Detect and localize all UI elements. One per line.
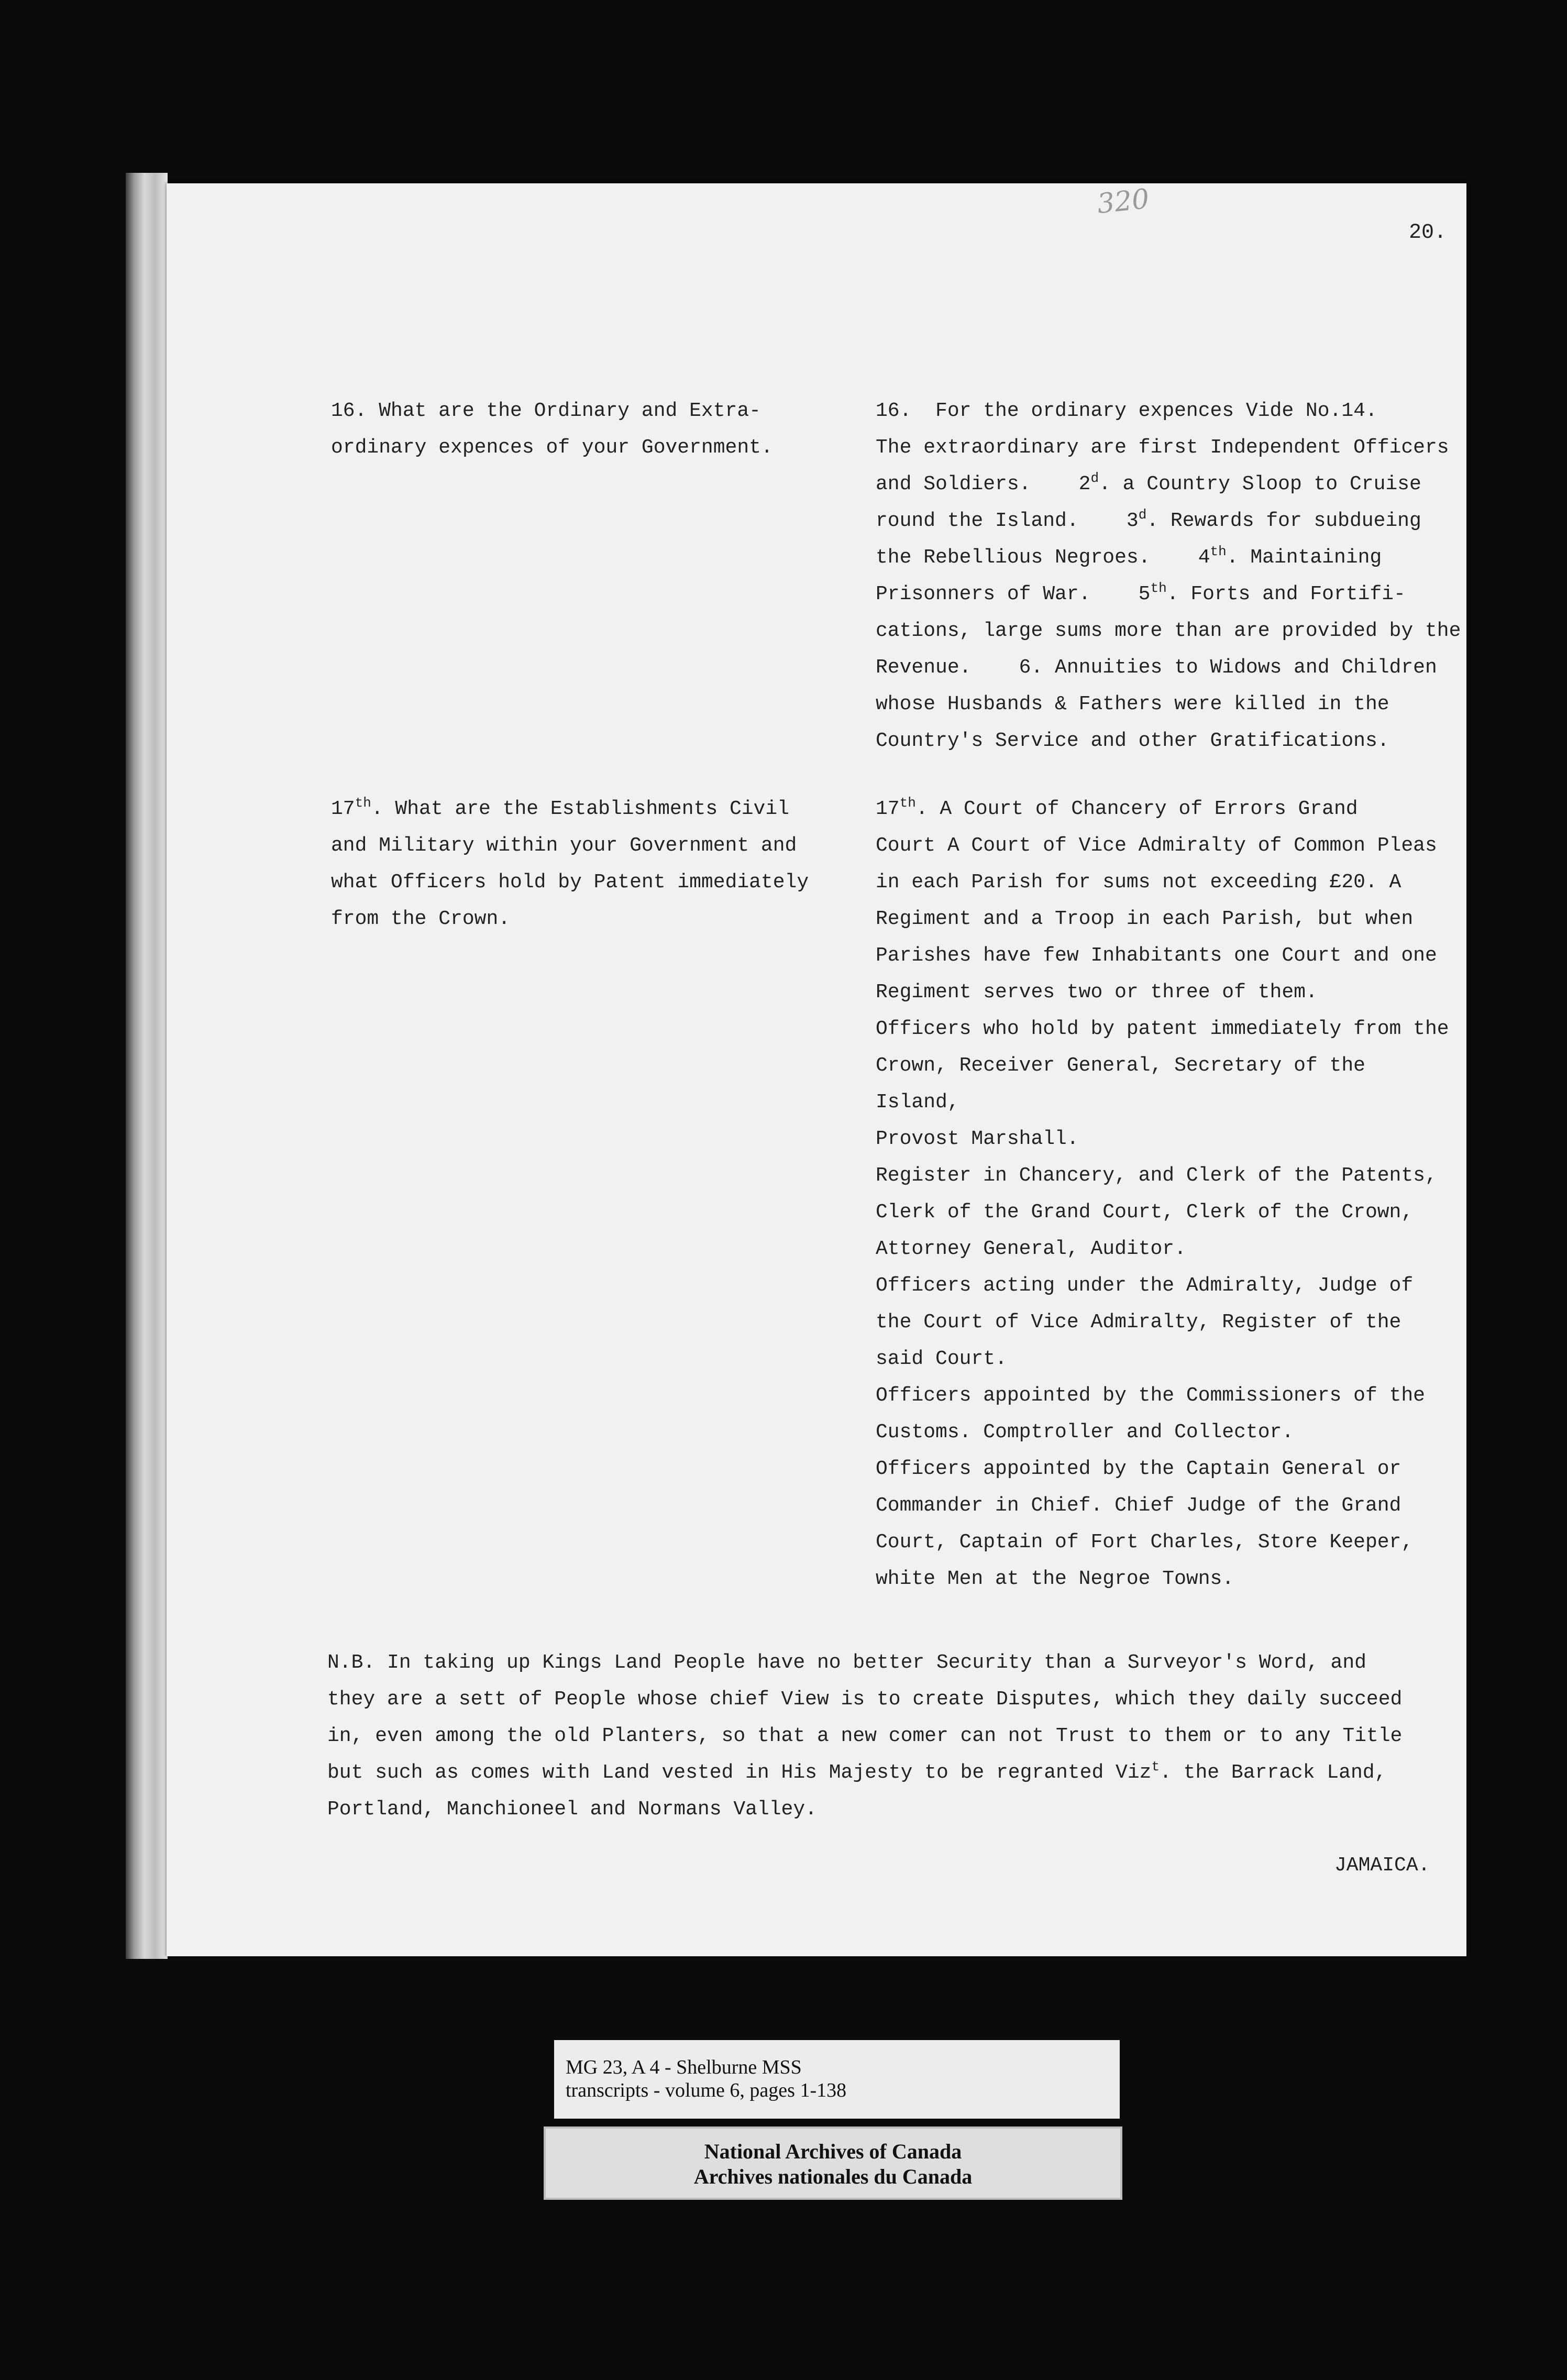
answer-line: and Soldiers. 2$^d$. a Country Sloop to Cruise (876, 470, 1421, 495)
answer-line: round the Island. 3$^d$. Rewards for subdueing (876, 507, 1421, 532)
answer-16 (876, 393, 1461, 759)
answer-line: Prisonners of War. 5th. Forts and Fortifi- (876, 580, 1406, 605)
page-number: 20. (1409, 221, 1447, 245)
binding-edge (126, 173, 168, 1959)
answer-line: cations, large sums more than are provided by the (876, 620, 1461, 642)
answer-line: whose Husbands & Fathers were killed in the (876, 693, 1389, 715)
nb-line: but such as comes with Land vested in His Majesty to be regranted Viz$^t$. the Barrack Land, (327, 1759, 1387, 1784)
nb-line: in, even among the old Planters, so that a new comer can not Trust to them or to any Title (327, 1725, 1403, 1747)
collection-line: transcripts - volume 6, pages 1-138 (566, 2079, 847, 2101)
answer-line: The extraordinary are first Independent Officers (876, 436, 1449, 459)
collection-label (554, 2040, 1120, 2119)
answer-line: 16. For the ordinary expences Vide No.14. (876, 400, 1377, 422)
archive-label (544, 2126, 1122, 2200)
nb-line: N.B. In taking up Kings Land People have no better Security than a Surveyor's Word, and (327, 1651, 1366, 1674)
footer-jamaica: JAMAICA. (1334, 1854, 1430, 1877)
answer-line: the Rebellious Negroes. 4th. Maintaining (876, 544, 1382, 569)
archive-name-en: National Archives of Canada (704, 2140, 962, 2163)
nb-line: they are a sett of People whose chief View is to create Disputes, which they daily succeed (327, 1688, 1403, 1711)
question-16: 16. What are the Ordinary and Extra- ordinary expences of your Government. (331, 400, 773, 459)
collection-line: MG 23, A 4 - Shelburne MSS (566, 2056, 802, 2078)
archive-name-fr: Archives nationales du Canada (693, 2165, 973, 2188)
document-page (167, 183, 1466, 1956)
answer-17: 17th. A Court of Chancery of Errors Grand Court A Court of Vice Admiralty of Common Pleas in each Parish for sums not exceeding £20. A Regiment and a Troop in each Parish, but when Parishes have few Inhabitants one Court and one Regiment serves two or three of them. Officers who hold by patent immediately from the Crown, Receiver General, Secretary of the Island, Provost Marshall. Register in Chancery, and Clerk of the Patents, Clerk of the Grand Court, Clerk of the Crown, Attorney General, Auditor. Officers acting under the Admiralty, Judge of the Court of Vice Admiralty, Register of the said Court. Officers appointed by the Commissioners of the Customs. Comptroller and Collector. Officers appointed by the Captain General or Commander in Chief. Chief Judge of the Grand Court, Captain of Fort Charles, Store Keeper, white Men at the Negroe Towns. (876, 795, 1449, 1590)
nota-bene (327, 1645, 1453, 1828)
answer-line: Country's Service and other Gratifications. (876, 730, 1389, 752)
answer-line: Revenue. 6. Annuities to Widows and Children (876, 656, 1437, 679)
question-17: 17th. What are the Establishments Civil and Military within your Government and what Officers hold by Patent immediately from the Crown. (331, 795, 809, 930)
pencil-folio-number: 320 (1096, 183, 1151, 221)
nb-line: Portland, Manchioneel and Normans Valley. (327, 1798, 817, 1821)
